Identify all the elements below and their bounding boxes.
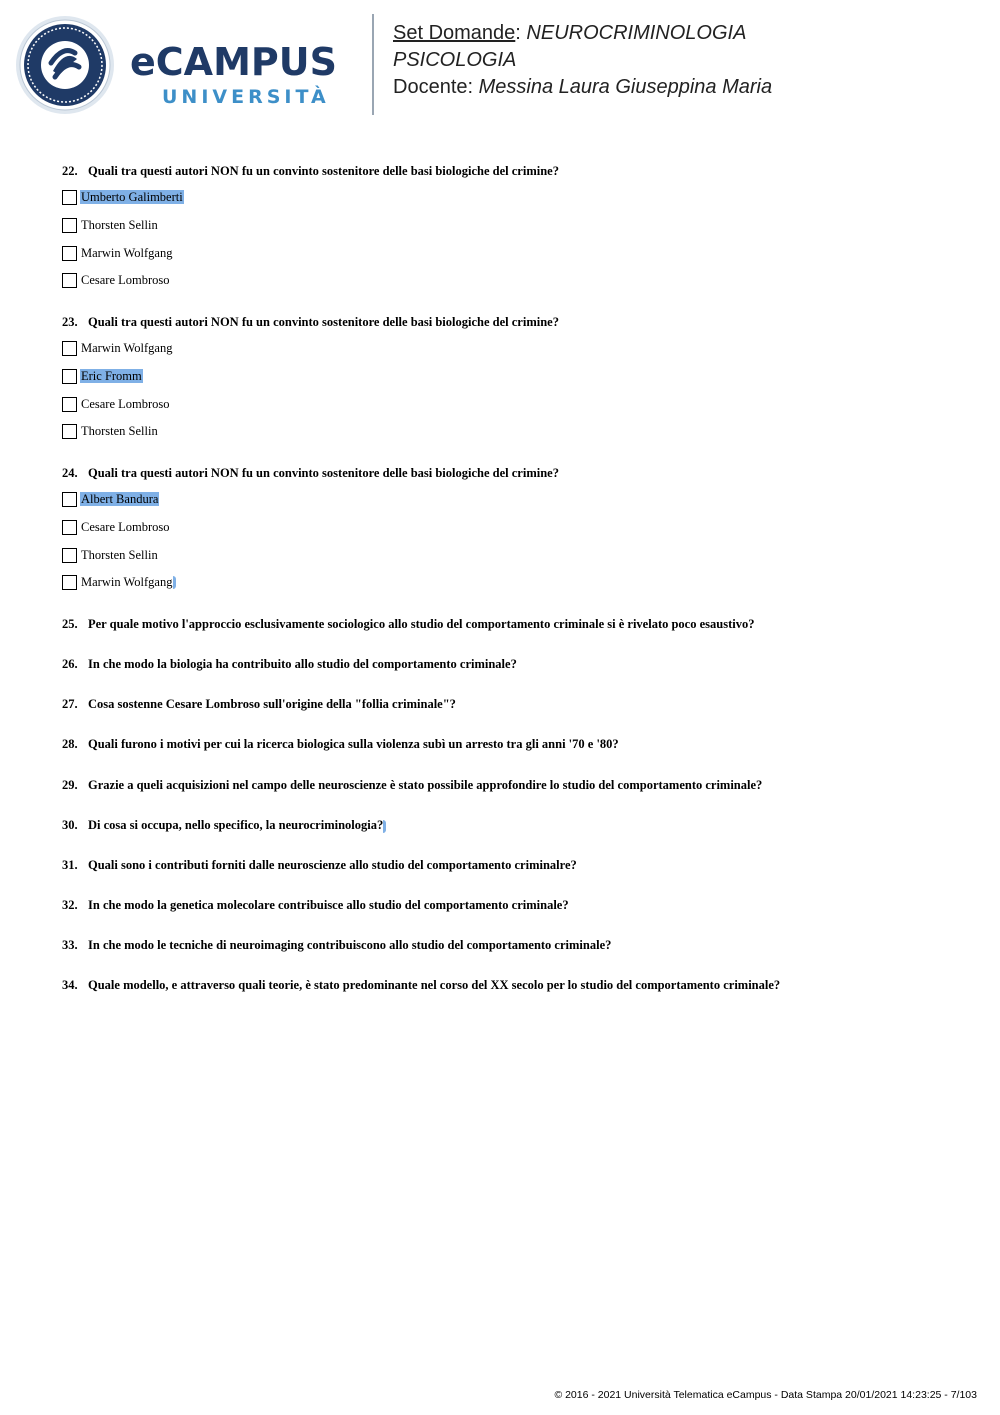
option-q24-a[interactable] bbox=[62, 491, 159, 507]
option-label: Marwin Wolfgang bbox=[81, 575, 173, 589]
ecampus-seal-logo bbox=[15, 15, 115, 115]
question-text: Per quale motivo l'approccio esclusivamente sociologico allo studio del comportamento criminale si è rivelato poco esaustivo? bbox=[88, 617, 755, 631]
checkbox[interactable] bbox=[62, 575, 77, 590]
option-q24-b[interactable] bbox=[62, 519, 171, 535]
checkbox[interactable] bbox=[62, 190, 77, 205]
option-q23-d[interactable] bbox=[62, 423, 159, 439]
question-number: 25. bbox=[62, 617, 78, 631]
option-q23-a[interactable] bbox=[62, 340, 173, 356]
option-q22-b[interactable] bbox=[62, 217, 159, 233]
question-27 bbox=[62, 696, 456, 712]
checkbox[interactable] bbox=[62, 246, 77, 261]
checkbox[interactable] bbox=[62, 341, 77, 356]
question-34 bbox=[62, 977, 780, 993]
page-footer: © 2016 - 2021 Università Telematica eCampus - Data Stampa 20/01/2021 14:23:25 - 7/103 bbox=[554, 1389, 977, 1401]
selection-caret bbox=[383, 820, 386, 833]
option-q23-b[interactable] bbox=[62, 368, 143, 384]
header-info bbox=[393, 20, 772, 101]
question-number: 28. bbox=[62, 737, 78, 751]
checkbox[interactable] bbox=[62, 424, 77, 439]
checkbox[interactable] bbox=[62, 369, 77, 384]
logo-wordmark-text: eCAMPUS bbox=[130, 40, 337, 84]
checkbox[interactable] bbox=[62, 520, 77, 535]
question-number: 22. bbox=[62, 164, 78, 178]
set-value-line1: NEUROCRIMINOLOGIA bbox=[526, 22, 747, 44]
question-23 bbox=[62, 314, 559, 330]
question-26 bbox=[62, 656, 517, 672]
option-q24-d[interactable] bbox=[62, 574, 176, 590]
docente-value: Messina Laura Giuseppina Maria bbox=[478, 76, 773, 98]
checkbox[interactable] bbox=[62, 548, 77, 563]
option-label: Thorsten Sellin bbox=[81, 548, 158, 562]
question-text: Quali tra questi autori NON fu un convinto sostenitore delle basi biologiche del crimine? bbox=[88, 164, 559, 178]
option-label: Thorsten Sellin bbox=[81, 218, 158, 232]
option-label: Cesare Lombroso bbox=[81, 520, 170, 534]
question-number: 24. bbox=[62, 466, 78, 480]
checkbox[interactable] bbox=[62, 492, 77, 507]
question-32 bbox=[62, 897, 569, 913]
question-text: Quali furono i motivi per cui la ricerca biologica sulla violenza subì un arresto tra gli anni '70 e '80? bbox=[88, 737, 619, 751]
logo-subtitle: UNIVERSITÀ bbox=[162, 86, 330, 108]
option-label: Umberto Galimberti bbox=[81, 190, 183, 204]
question-text: In che modo le tecniche di neuroimaging contribuiscono allo studio del comportamento criminale? bbox=[88, 938, 612, 952]
question-number: 34. bbox=[62, 978, 78, 992]
option-label: Thorsten Sellin bbox=[81, 424, 158, 438]
checkbox[interactable] bbox=[62, 273, 77, 288]
set-value-line2: PSICOLOGIA bbox=[393, 49, 517, 71]
question-number: 23. bbox=[62, 315, 78, 329]
option-q24-c[interactable] bbox=[62, 547, 159, 563]
question-text: Quali sono i contributi forniti dalle neuroscienze allo studio del comportamento criminalre? bbox=[88, 858, 577, 872]
question-28 bbox=[62, 736, 619, 752]
question-text: Quali tra questi autori NON fu un convinto sostenitore delle basi biologiche del crimine? bbox=[88, 315, 559, 329]
question-text: Quali tra questi autori NON fu un convinto sostenitore delle basi biologiche del crimine? bbox=[88, 466, 559, 480]
question-number: 30. bbox=[62, 818, 78, 832]
option-label: Marwin Wolfgang bbox=[81, 341, 173, 355]
option-label: Albert Bandura bbox=[81, 492, 159, 506]
set-domande-line bbox=[393, 20, 772, 47]
checkbox[interactable] bbox=[62, 397, 77, 412]
question-24 bbox=[62, 465, 559, 481]
question-text: Di cosa si occupa, nello specifico, la neurocriminologia? bbox=[88, 818, 384, 832]
option-q22-a[interactable] bbox=[62, 189, 184, 205]
question-number: 29. bbox=[62, 778, 78, 792]
option-label: Eric Fromm bbox=[81, 369, 142, 383]
question-text: Quale modello, e attraverso quali teorie, è stato predominante nel corso del XX secolo per lo studio del comportamento criminale? bbox=[88, 978, 781, 992]
docente-line bbox=[393, 74, 772, 101]
option-label: Cesare Lombroso bbox=[81, 397, 170, 411]
set-separator: : bbox=[515, 22, 527, 44]
question-text: In che modo la biologia ha contribuito allo studio del comportamento criminale? bbox=[88, 657, 517, 671]
option-q22-d[interactable] bbox=[62, 272, 171, 288]
question-25 bbox=[62, 616, 754, 632]
option-q23-c[interactable] bbox=[62, 396, 171, 412]
option-label: Cesare Lombroso bbox=[81, 273, 170, 287]
question-22 bbox=[62, 163, 559, 179]
header-divider bbox=[372, 14, 374, 115]
docente-label: Docente: bbox=[393, 76, 479, 98]
ecampus-wordmark bbox=[130, 40, 355, 110]
question-number: 27. bbox=[62, 697, 78, 711]
question-text: In che modo la genetica molecolare contribuisce allo studio del comportamento criminale? bbox=[88, 898, 569, 912]
question-31 bbox=[62, 857, 577, 873]
question-29 bbox=[62, 777, 762, 793]
question-text: Cosa sostenne Cesare Lombroso sull'origine della "follia criminale"? bbox=[88, 697, 456, 711]
question-33 bbox=[62, 937, 611, 953]
selection-caret bbox=[173, 576, 176, 589]
question-number: 32. bbox=[62, 898, 78, 912]
question-number: 26. bbox=[62, 657, 78, 671]
question-text: Grazie a queli acquisizioni nel campo delle neuroscienze è stato possibile approfondire lo studio del comportamento criminale? bbox=[88, 778, 763, 792]
question-30 bbox=[62, 817, 386, 833]
option-label: Marwin Wolfgang bbox=[81, 246, 173, 260]
checkbox[interactable] bbox=[62, 218, 77, 233]
option-q22-c[interactable] bbox=[62, 245, 173, 261]
set-label: Set Domande bbox=[393, 22, 516, 44]
question-number: 31. bbox=[62, 858, 78, 872]
question-number: 33. bbox=[62, 938, 78, 952]
